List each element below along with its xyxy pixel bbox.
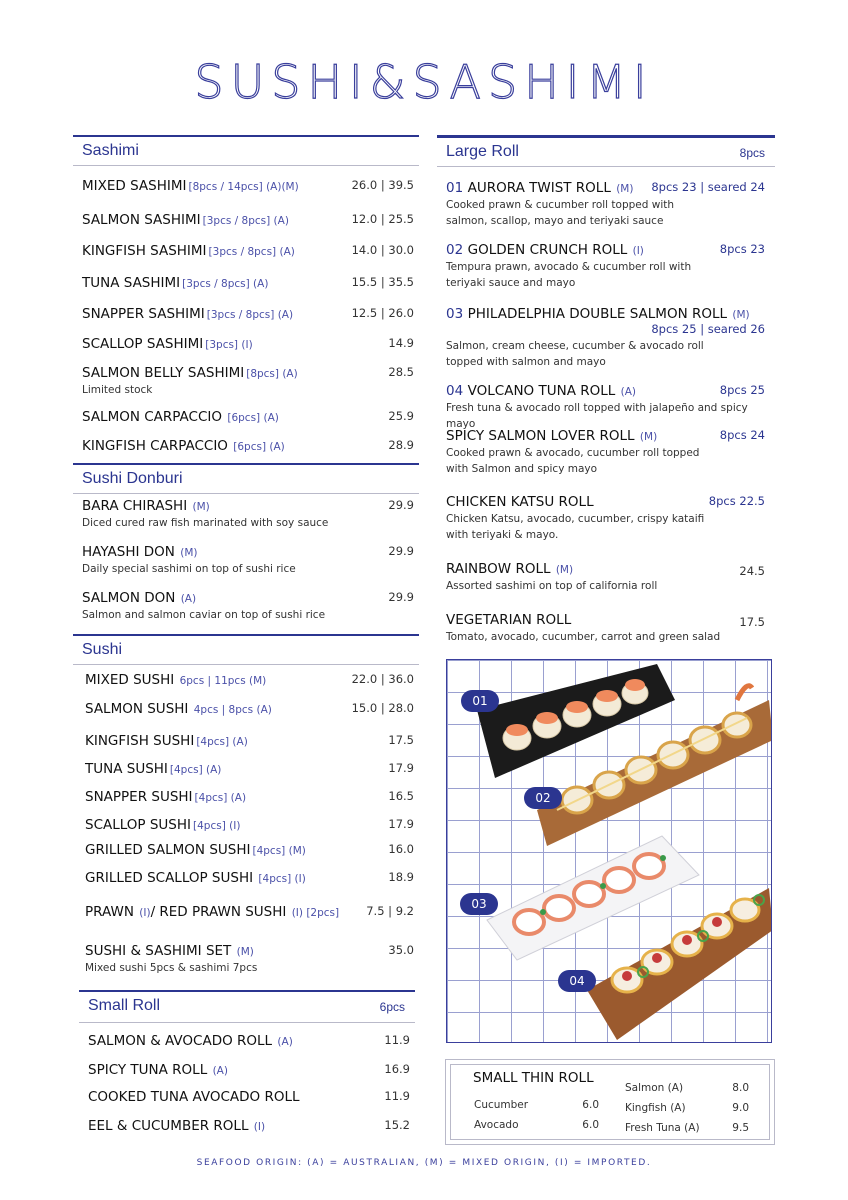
item-name: PHILADELPHIA DOUBLE SALMON ROLL <box>467 306 728 322</box>
item-price: 17.9 <box>388 817 414 831</box>
large-roll-header <box>437 135 775 167</box>
item-tag: [4pcs] (I) <box>193 820 241 832</box>
sushi-section <box>73 634 419 984</box>
item-price: 17.9 <box>388 761 414 775</box>
small-roll-heading: Small Roll <box>88 997 161 1014</box>
menu-item <box>82 274 414 292</box>
menu-item <box>85 841 414 859</box>
menu-item <box>82 335 414 353</box>
item-name: RAINBOW ROLL <box>446 561 551 577</box>
sashimi-heading: Sashimi <box>82 142 139 159</box>
item-tag: [4pcs] (A) <box>196 736 248 748</box>
item-tag: [3pcs / 8pcs] (A) <box>202 215 289 227</box>
menu-item <box>88 1088 410 1106</box>
photo-badge-04: 04 <box>558 970 596 992</box>
menu-item <box>82 242 414 260</box>
item-price: 29.9 <box>388 498 414 512</box>
item-price: 11.9 <box>384 1033 410 1047</box>
item-description: Mixed sushi 5pcs & sashimi 7pcs <box>85 962 258 974</box>
item-description: with teriyaki & mayo. <box>446 529 559 541</box>
thin-roll-item <box>474 1117 599 1133</box>
menu-item <box>82 408 414 426</box>
roll-item <box>446 305 765 370</box>
thin-roll-item <box>625 1100 749 1116</box>
menu-item <box>82 543 414 577</box>
item-price: 26.0 | 39.5 <box>351 178 414 192</box>
roll-item <box>446 427 765 477</box>
small-roll-section <box>79 990 415 1140</box>
item-description: Assorted sashimi on top of california roll <box>446 580 658 592</box>
item-number: 02 <box>446 242 464 258</box>
item-description: Tempura prawn, avocado & cucumber roll with <box>446 261 692 273</box>
item-price: 28.9 <box>388 438 414 452</box>
item-tag: (I) <box>250 1121 266 1133</box>
item-tag: [6pcs] (A) <box>224 412 279 424</box>
item-tag: (A) <box>209 1065 228 1077</box>
menu-item <box>85 942 414 976</box>
item-name: GRILLED SCALLOP SUSHI <box>85 870 254 886</box>
item-description: Fresh tuna & avocado roll topped with jalapeño and spicy mayo <box>446 402 748 430</box>
item-number: 04 <box>446 383 464 399</box>
item-name: Salmon (A) <box>625 1082 684 1094</box>
item-description: Cooked prawn & avocado, cucumber roll topped <box>446 447 700 459</box>
item-price: 22.0 | 36.0 <box>351 672 414 686</box>
item-description: Limited stock <box>82 384 153 396</box>
item-tag: (M) <box>176 547 198 559</box>
item-name: SALMON CARPACCIO <box>82 409 223 425</box>
item-name: KINGFISH SASHIMI <box>82 243 207 259</box>
item-tag: [3pcs / 8pcs] (A) <box>182 278 269 290</box>
item-price: 16.0 <box>388 842 414 856</box>
roll-item <box>446 241 765 291</box>
item-name: SALMON & AVOCADO ROLL <box>88 1033 273 1049</box>
item-price: 35.0 <box>388 943 414 957</box>
roll-item <box>446 560 765 594</box>
roll-item <box>446 179 765 229</box>
item-tag: [8pcs / 14pcs] (A)(M) <box>188 181 299 193</box>
roll-item <box>446 611 765 645</box>
item-name: VOLCANO TUNA ROLL <box>467 383 616 399</box>
item-name: SALMON SUSHI <box>85 701 189 717</box>
item-price: 8pcs 24 <box>719 428 765 442</box>
item-price: 29.9 <box>388 544 414 558</box>
item-tag: [3pcs] (I) <box>205 339 253 351</box>
menu-item <box>85 788 414 806</box>
item-name: SALMON SASHIMI <box>82 212 201 228</box>
item-price: 16.5 <box>388 789 414 803</box>
small-thin-roll-inner <box>450 1064 770 1140</box>
item-price: 8pcs 25 <box>719 383 765 397</box>
sushi-photo-panel <box>446 659 772 1043</box>
item-tag: (A) <box>617 386 636 398</box>
roll-item <box>446 493 765 543</box>
item-price: 7.5 | 9.2 <box>366 904 414 918</box>
item-price: 17.5 <box>739 615 765 629</box>
item-price: 18.9 <box>388 870 414 884</box>
item-tag: [6pcs] (A) <box>229 441 285 453</box>
small-roll-header <box>79 990 415 1023</box>
item-name: KINGFISH SUSHI <box>85 733 195 749</box>
item-name: SUSHI & SASHIMI SET <box>85 943 232 959</box>
item-price: 15.0 | 28.0 <box>351 701 414 715</box>
item-tag: [3pcs / 8pcs] (A) <box>208 246 295 258</box>
item-tag: (M) <box>233 946 254 958</box>
item-tag: (M) <box>552 564 574 576</box>
thin-roll-heading: SMALL THIN ROLL <box>473 1070 594 1086</box>
item-name: Cucumber <box>474 1099 529 1111</box>
item-price: 17.5 <box>388 733 414 747</box>
menu-item <box>82 497 414 531</box>
item-description: Tomato, avocado, cucumber, carrot and green salad <box>446 631 721 643</box>
menu-item <box>85 732 414 750</box>
menu-item <box>82 305 414 323</box>
large-roll-section <box>437 135 775 655</box>
item-description: Cooked prawn & cucumber roll topped with <box>446 199 675 211</box>
item-price: 25.9 <box>388 409 414 423</box>
item-name-secondary: / RED PRAWN SUSHI <box>150 904 287 920</box>
menu-item <box>82 177 414 195</box>
menu-item <box>82 364 414 398</box>
item-tag: (A) <box>274 1036 293 1048</box>
item-tag: (M) <box>612 183 634 195</box>
item-name: VEGETARIAN ROLL <box>446 612 572 628</box>
item-description: Salmon and salmon caviar on top of sushi rice <box>82 609 326 621</box>
item-tag: (I) <box>135 907 151 919</box>
item-name: SNAPPER SASHIMI <box>82 306 205 322</box>
item-number: 03 <box>446 306 464 322</box>
item-name: SPICY SALMON LOVER ROLL <box>446 428 635 444</box>
item-tag: [4pcs] (M) <box>252 845 306 857</box>
item-name: SCALLOP SASHIMI <box>82 336 204 352</box>
item-name: SCALLOP SUSHI <box>85 817 192 833</box>
photo-badge-01: 01 <box>461 690 499 712</box>
item-description: salmon, scallop, mayo and teriyaki sauce <box>446 215 664 227</box>
item-name: GOLDEN CRUNCH ROLL <box>467 242 628 258</box>
item-price: 28.5 <box>388 365 414 379</box>
item-name: SNAPPER SUSHI <box>85 789 193 805</box>
donburi-section <box>73 463 419 633</box>
item-price: 8.0 <box>732 1082 749 1094</box>
item-number: 01 <box>446 180 464 196</box>
roll-item <box>446 382 765 432</box>
plate-03 <box>487 836 699 960</box>
item-name: SALMON DON <box>82 590 176 606</box>
menu-item <box>82 589 414 623</box>
thin-roll-item <box>474 1097 599 1113</box>
item-name: EEL & CUCUMBER ROLL <box>88 1118 249 1134</box>
item-name: BARA CHIRASHI <box>82 498 188 514</box>
item-tag: 6pcs | 11pcs (M) <box>176 675 267 687</box>
thin-roll-item <box>625 1080 749 1096</box>
item-tag: [8pcs] (A) <box>246 368 298 380</box>
item-tag: (I) <box>629 245 644 257</box>
menu-item <box>85 760 414 778</box>
item-price: 12.0 | 25.5 <box>351 212 414 226</box>
item-tag: [4pcs] (A) <box>194 792 247 804</box>
seafood-origin-note: SEAFOOD ORIGIN: (A) = AUSTRALIAN, (M) = MIXED ORIGIN, (I) = IMPORTED. <box>196 1158 652 1168</box>
item-price: 6.0 <box>582 1099 599 1111</box>
item-name: PRAWN <box>85 904 134 920</box>
item-price: 11.9 <box>384 1089 410 1103</box>
menu-item <box>85 903 414 921</box>
item-name: GRILLED SALMON SUSHI <box>85 842 251 858</box>
item-name: TUNA SUSHI <box>85 761 168 777</box>
item-tag: (M) <box>636 431 658 443</box>
item-price: 12.5 | 26.0 <box>351 306 414 320</box>
item-tag: 4pcs | 8pcs (A) <box>190 704 272 716</box>
item-tag: [3pcs / 8pcs] (A) <box>206 309 294 321</box>
item-price: 8pcs 25 | seared 26 <box>651 322 765 336</box>
item-price: 9.5 <box>732 1122 749 1134</box>
photo-badge-02: 02 <box>524 787 562 809</box>
sashimi-header <box>73 135 419 166</box>
item-price: 14.9 <box>388 336 414 350</box>
donburi-header <box>73 463 419 494</box>
item-description: Salmon, cream cheese, cucumber & avocado roll <box>446 340 704 352</box>
item-price: 8pcs 23 | seared 24 <box>651 180 765 194</box>
item-description: with Salmon and spicy mayo <box>446 463 598 475</box>
item-tag-secondary: (I) [2pcs] <box>288 907 340 919</box>
item-tag: [4pcs] (I) <box>255 873 306 885</box>
large-roll-pcs: 8pcs <box>739 146 765 160</box>
menu-item <box>88 1061 410 1079</box>
item-description: Diced cured raw fish marinated with soy sauce <box>82 517 329 529</box>
item-name: SPICY TUNA ROLL <box>88 1062 208 1078</box>
item-name: Fresh Tuna (A) <box>625 1122 700 1134</box>
menu-item <box>82 437 414 455</box>
item-price: 15.2 <box>384 1118 410 1132</box>
item-description: teriyaki sauce and mayo <box>446 277 576 289</box>
photo-badge-03: 03 <box>460 893 498 915</box>
menu-item <box>82 211 414 229</box>
item-name: HAYASHI DON <box>82 544 175 560</box>
sushi-heading: Sushi <box>82 641 123 658</box>
item-description: topped with salmon and mayo <box>446 356 606 368</box>
item-name: MIXED SASHIMI <box>82 178 187 194</box>
item-price: 8pcs 22.5 <box>708 494 765 508</box>
item-tag: (M) <box>729 309 750 321</box>
menu-item <box>85 816 414 834</box>
sashimi-section <box>73 135 419 465</box>
sushi-header <box>73 634 419 665</box>
menu-item <box>88 1117 410 1135</box>
item-name: COOKED TUNA AVOCADO ROLL <box>88 1089 300 1105</box>
item-name: Avocado <box>474 1119 519 1131</box>
item-tag: [4pcs] (A) <box>169 764 222 776</box>
item-name: CHICKEN KATSU ROLL <box>446 494 594 510</box>
small-roll-pcs: 6pcs <box>379 1000 405 1014</box>
item-name: MIXED SUSHI <box>85 672 175 688</box>
item-name: AURORA TWIST ROLL <box>467 180 611 196</box>
item-price: 29.9 <box>388 590 414 604</box>
item-tag: (A) <box>177 593 197 605</box>
menu-item <box>88 1032 410 1050</box>
item-name: TUNA SASHIMI <box>82 275 181 291</box>
item-name: SALMON BELLY SASHIMI <box>82 365 245 381</box>
item-name: Kingfish (A) <box>625 1102 686 1114</box>
sushi-rolls-illustration <box>447 660 772 1043</box>
item-description: Daily special sashimi on top of sushi rice <box>82 563 296 575</box>
item-price: 14.0 | 30.0 <box>351 243 414 257</box>
item-price: 9.0 <box>732 1102 749 1114</box>
thin-roll-item <box>625 1120 749 1136</box>
item-price: 16.9 <box>384 1062 410 1076</box>
item-price: 8pcs 23 <box>719 242 765 256</box>
item-tag: (M) <box>189 501 210 513</box>
large-roll-heading: Large Roll <box>446 143 519 160</box>
small-thin-roll-box <box>445 1059 775 1145</box>
menu-item <box>85 671 414 689</box>
item-name: KINGFISH CARPACCIO <box>82 438 228 454</box>
item-price: 24.5 <box>739 564 765 578</box>
item-price: 15.5 | 35.5 <box>351 275 414 289</box>
menu-item <box>85 700 414 718</box>
item-price: 6.0 <box>582 1119 599 1131</box>
menu-item <box>85 869 414 887</box>
item-description: Chicken Katsu, avocado, cucumber, crispy kataifi <box>446 513 705 525</box>
donburi-heading: Sushi Donburi <box>82 470 183 487</box>
page-title: SUSHI&SASHIMI <box>194 55 654 109</box>
